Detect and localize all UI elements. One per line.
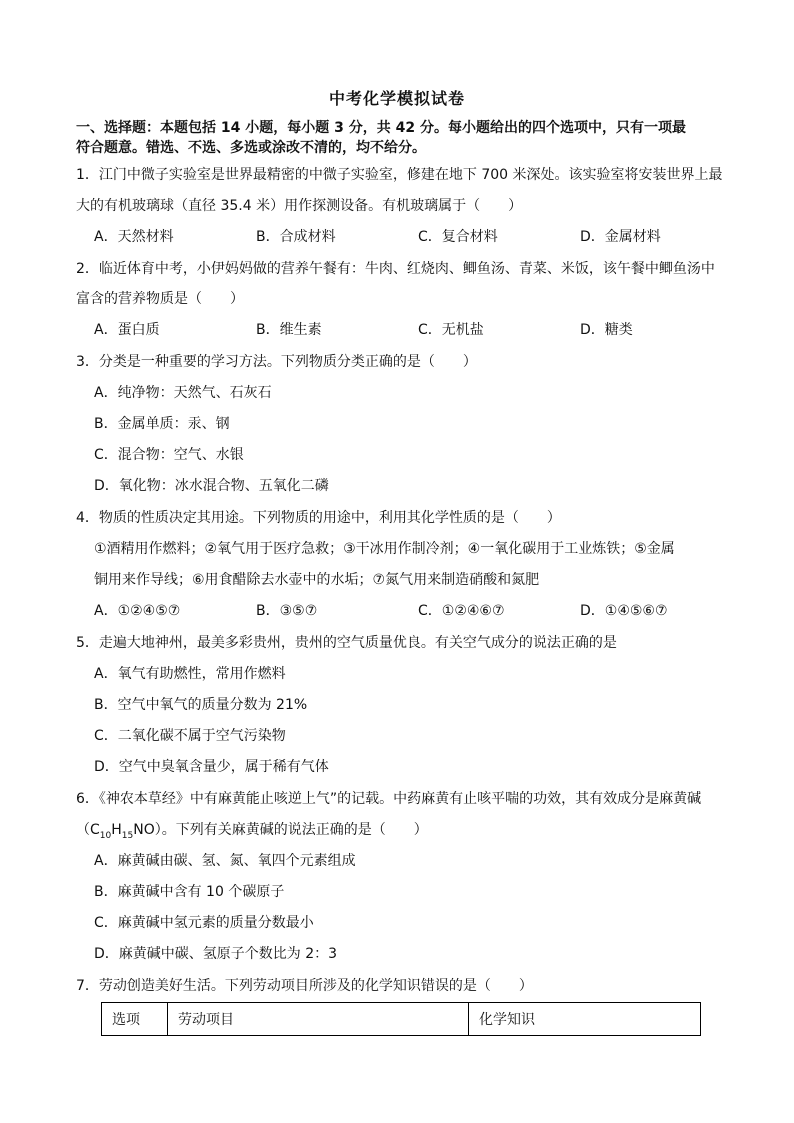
q5-option-d[interactable]: D．空气中臭氧含量少，属于稀有气体 xyxy=(94,759,329,775)
q3-option-c[interactable]: C．混合物：空气、水银 xyxy=(94,447,244,463)
q5-option-b[interactable]: B．空气中氧气的质量分数为 21% xyxy=(94,697,308,713)
section-heading-line2: 符合题意。错选、不选、多选或涂改不清的，均不给分。 xyxy=(76,140,426,156)
q7-options-table xyxy=(101,1002,701,1036)
q4-option-a[interactable]: A．①②④⑤⑦ xyxy=(94,603,181,619)
q6-formula-open: （C xyxy=(76,822,100,838)
table-header-labor-item: 劳动项目 xyxy=(168,1003,469,1036)
page-title: 中考化学模拟试卷 xyxy=(328,89,465,108)
q1-stem-line2: 大的有机玻璃球（直径 35.4 米）用作探测设备。有机玻璃属于（ ） xyxy=(76,198,523,214)
q2-option-a[interactable]: A．蛋白质 xyxy=(94,322,160,338)
q2-option-b[interactable]: B．维生素 xyxy=(256,322,322,338)
q4-option-d[interactable]: D．①④⑤⑥⑦ xyxy=(580,603,668,619)
q1-option-d[interactable]: D．金属材料 xyxy=(580,229,661,245)
q4-option-b[interactable]: B．③⑤⑦ xyxy=(256,603,318,619)
q2-stem-line2: 富含的营养物质是（ ） xyxy=(76,291,244,307)
q6-subscript-hydrogen: 15 xyxy=(121,830,134,841)
q3-option-d[interactable]: D．氧化物：冰水混合物、五氧化二磷 xyxy=(94,478,329,494)
q6-option-b[interactable]: B．麻黄碱中含有 10 个碳原子 xyxy=(94,884,285,900)
q6-stem-line1: 6．《神农本草经》中有麻黄能止咳逆上气”的记载。中药麻黄有止咳平喘的功效，其有效成分是麻黄碱 xyxy=(76,791,702,807)
q5-option-c[interactable]: C．二氧化碳不属于空气污染物 xyxy=(94,728,286,744)
table-header-chem-knowledge: 化学知识 xyxy=(469,1003,701,1036)
q4-option-c[interactable]: C．①②④⑥⑦ xyxy=(418,603,505,619)
table-header-option: 选项 xyxy=(102,1003,168,1036)
q6-stem-rest: NO）。下列有关麻黄碱的说法正确的是（ ） xyxy=(133,822,428,838)
q2-option-d[interactable]: D．糖类 xyxy=(580,322,633,338)
q3-stem: 3．分类是一种重要的学习方法。下列物质分类正确的是（ ） xyxy=(76,354,477,370)
q6-stem-line2 xyxy=(76,820,428,840)
q6-option-d[interactable]: D．麻黄碱中碳、氢原子个数比为 2：3 xyxy=(94,946,338,962)
q1-option-a[interactable]: A．天然材料 xyxy=(94,229,174,245)
q6-option-c[interactable]: C．麻黄碱中氢元素的质量分数最小 xyxy=(94,915,314,931)
section-heading-line1: 一、选择题：本题包括 14 小题，每小题 3 分，共 42 分。每小题给出的四个选项中，只有一项最 xyxy=(76,120,686,136)
table-header-row xyxy=(102,1003,701,1036)
q4-items-line2: 铜用来作导线；⑥用食醋除去水壶中的水垢；⑦氮气用来制造硝酸和氮肥 xyxy=(94,572,540,588)
q7-stem: 7．劳动创造美好生活。下列劳动项目所涉及的化学知识错误的是（ ） xyxy=(76,978,533,994)
q3-option-b[interactable]: B．金属单质：汞、钢 xyxy=(94,416,230,432)
q6-formula-h: H xyxy=(111,822,122,838)
q2-stem-line1: 2．临近体育中考，小伊妈妈做的营养午餐有：牛肉、红烧肉、鲫鱼汤、青菜、米饭，该午餐中鲫鱼汤中 xyxy=(76,261,715,277)
q6-option-a[interactable]: A．麻黄碱由碳、氢、氮、氧四个元素组成 xyxy=(94,853,356,869)
q4-stem: 4．物质的性质决定其用途。下列物质的用途中，利用其化学性质的是（ ） xyxy=(76,510,561,526)
q5-stem: 5．走遍大地神州，最美多彩贵州，贵州的空气质量优良。有关空气成分的说法正确的是 xyxy=(76,635,617,651)
q1-stem-line1: 1．江门中微子实验室是世界最精密的中微子实验室，修建在地下 700 米深处。该实验室将安装世界上最 xyxy=(76,167,723,183)
q1-option-b[interactable]: B．合成材料 xyxy=(256,229,336,245)
q6-subscript-carbon: 10 xyxy=(99,830,112,841)
q3-option-a[interactable]: A．纯净物：天然气、石灰石 xyxy=(94,385,272,401)
q1-option-c[interactable]: C．复合材料 xyxy=(418,229,498,245)
q4-items-line1: ①酒精用作燃料；②氧气用于医疗急救；③干冰用作制冷剂；④一氧化碳用于工业炼铁；⑤金属 xyxy=(94,541,675,557)
q5-option-a[interactable]: A．氧气有助燃性，常用作燃料 xyxy=(94,666,286,682)
q2-option-c[interactable]: C．无机盐 xyxy=(418,322,484,338)
